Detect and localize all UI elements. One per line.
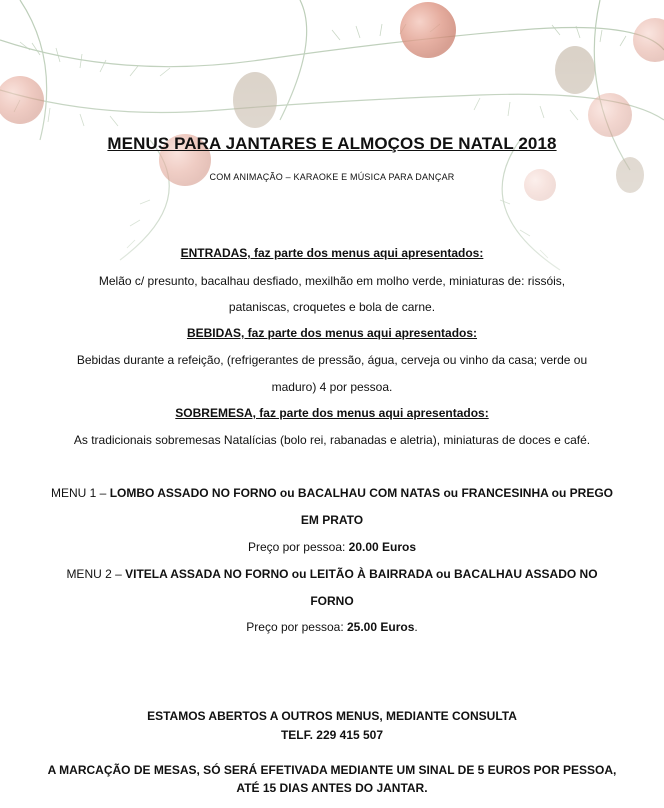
footer-other-menus: ESTAMOS ABERTOS A OUTROS MENUS, MEDIANTE CONSULTA — [147, 709, 517, 723]
bebidas-text-line-2: maduro) 4 por pessoa. — [271, 380, 393, 394]
menu-2-dishes-line-1: VITELA ASSADA NO FORNO ou LEITÃO À BAIRRADA ou BACALHAU ASSADO NO — [125, 567, 598, 581]
menu-2-dishes-line-2: FORNO — [310, 594, 354, 608]
footer-phone: TELF. 229 415 507 — [280, 728, 384, 742]
menu-1-dishes-line-2: EM PRATO — [300, 513, 364, 527]
menu-2-price-label: Preço por pessoa: — [246, 620, 347, 634]
entradas-heading: ENTRADAS, faz parte dos menus aqui apresentados: — [180, 246, 484, 260]
sobremesa-text-line-1: As tradicionais sobremesas Natalícias (bolo rei, rabanadas e aletria), miniaturas de doces e café. — [73, 433, 591, 447]
menu-2-prefix: MENU 2 – — [66, 567, 126, 581]
menu-2-price-value: 25.00 Euros — [347, 620, 415, 634]
menu-1-price-value: 20.00 Euros — [348, 540, 417, 554]
document-title: MENUS PARA JANTARES E ALMOÇOS DE NATAL 2018 — [107, 134, 557, 153]
footer-reservation-notice-line-2: ATÉ 15 DIAS ANTES DO JANTAR. — [236, 781, 428, 795]
menu-1-prefix: MENU 1 – — [51, 486, 110, 500]
menu-1-dishes-line-1: LOMBO ASSADO NO FORNO ou BACALHAU COM NATAS ou FRANCESINHA ou PREGO — [109, 486, 613, 500]
entradas-text-line-2: pataniscas, croquetes e bola de carne. — [228, 300, 436, 314]
menu-1-price-label: Preço por pessoa: — [247, 540, 349, 554]
menu-1-price — [0, 540, 664, 554]
bebidas-heading: BEBIDAS, faz parte dos menus aqui apresentados: — [186, 326, 478, 340]
menu-2-price — [0, 620, 664, 634]
menu-1-line-1 — [0, 486, 664, 500]
footer-reservation-notice-line-1: A MARCAÇÃO DE MESAS, SÓ SERÁ EFETIVADA MEDIANTE UM SINAL DE 5 EUROS POR PESSOA, — [47, 763, 617, 777]
sobremesa-heading: SOBREMESA, faz parte dos menus aqui apresentados: — [175, 406, 489, 420]
entradas-text-line-1: Melão c/ presunto, bacalhau desfiado, mexilhão em molho verde, miniaturas de: rissóis, — [98, 274, 566, 288]
menu-2-line-1 — [0, 567, 664, 581]
menu-2-price-suffix: . — [414, 620, 418, 634]
document-subtitle: COM ANIMAÇÃO – KARAOKE E MÚSICA PARA DANÇAR — [209, 172, 455, 182]
bebidas-text-line-1: Bebidas durante a refeição, (refrigerantes de pressão, água, cerveja ou vinho da casa; verde ou — [76, 353, 588, 367]
